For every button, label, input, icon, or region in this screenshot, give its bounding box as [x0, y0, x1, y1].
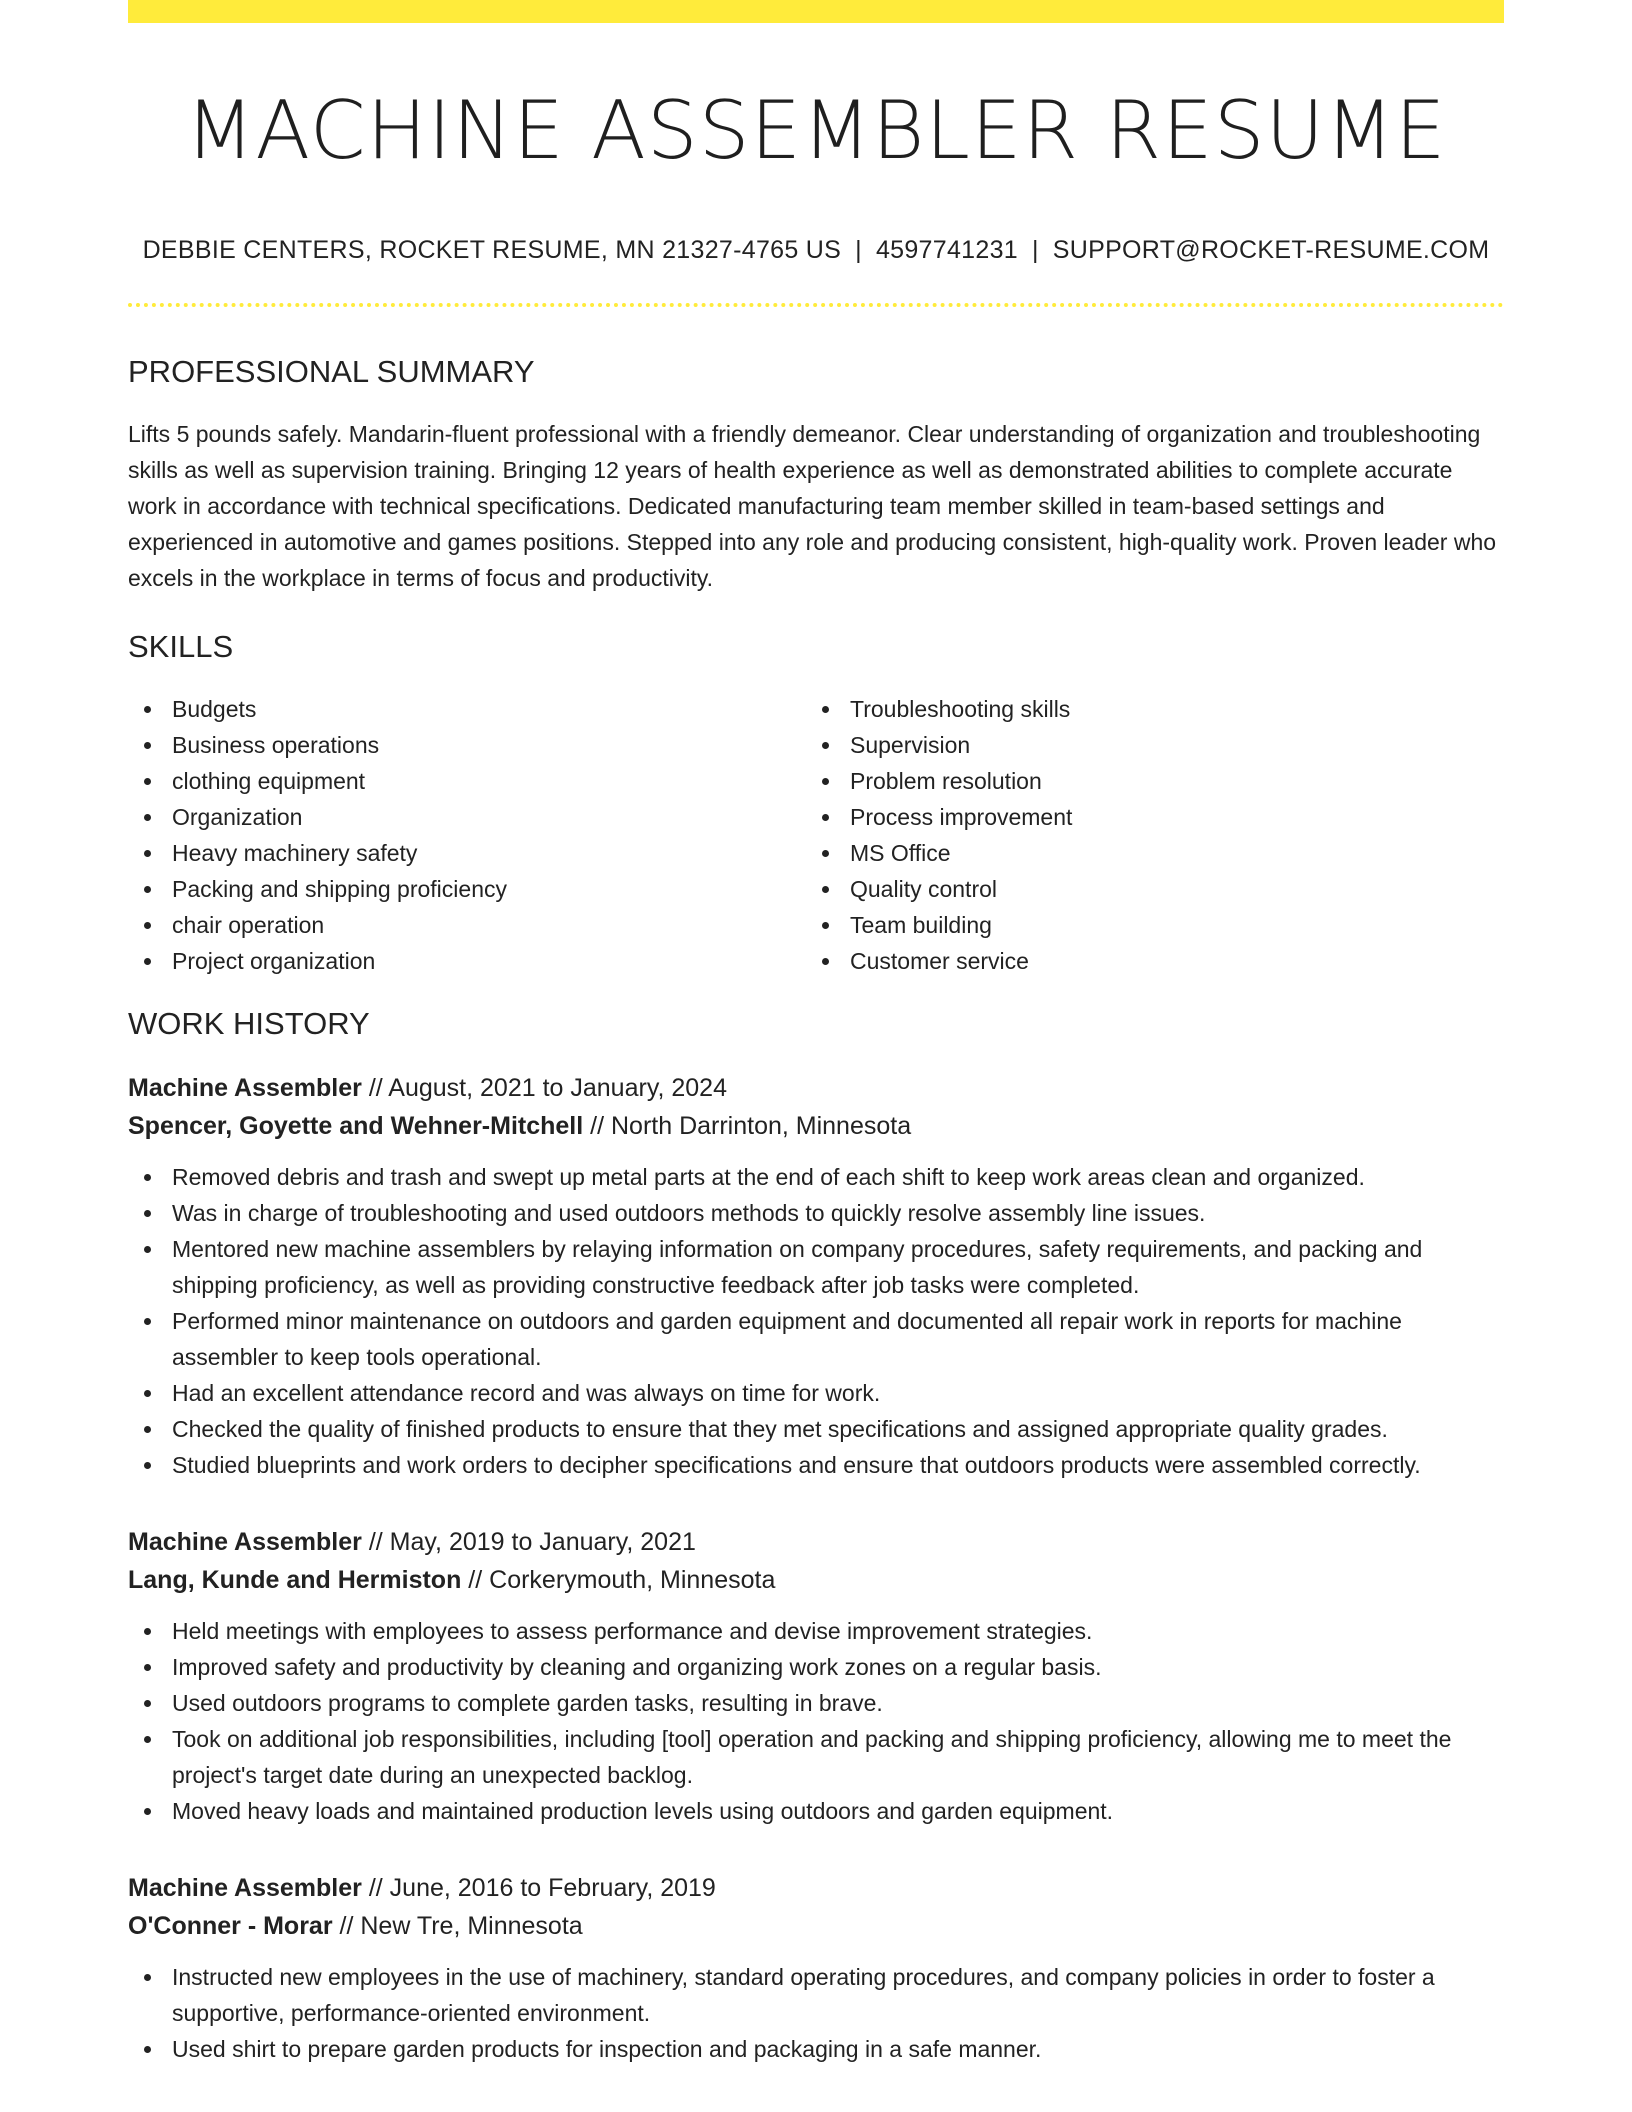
job-bullet-list	[128, 1959, 1504, 2067]
list-item	[128, 1793, 1504, 1829]
list-item-text: Removed debris and trash and swept up metal parts at the end of each shift to keep work areas clean and organized.	[172, 1163, 1365, 1190]
skills-heading: SKILLS	[128, 629, 234, 665]
bullet-dot-icon	[144, 1318, 151, 1325]
skill-item	[806, 691, 1484, 727]
list-item-text: Problem resolution	[850, 768, 1042, 795]
bullet-dot-icon	[822, 742, 829, 749]
list-item-text: Packing and shipping proficiency	[172, 876, 507, 903]
list-item-text: Process improvement	[850, 804, 1073, 831]
skills-list-right	[806, 691, 1484, 979]
list-item-text: Studied blueprints and work orders to decipher specifications and ensure that outdoors products were assembled correctly.	[172, 1451, 1421, 1478]
job-company: Lang, Kunde and Hermiston	[128, 1565, 462, 1594]
bullet-dot-icon	[144, 1210, 151, 1217]
bullet-dot-icon	[144, 1736, 151, 1743]
job-title: Machine Assembler	[128, 1873, 362, 1902]
list-item-text: Budgets	[172, 696, 257, 723]
job-company: Spencer, Goyette and Wehner-Mitchell	[128, 1111, 584, 1140]
job-dates: // June, 2016 to February, 2019	[361, 1873, 716, 1902]
list-item-text: Organization	[172, 804, 303, 831]
skill-item	[806, 907, 1484, 943]
list-item-text: Performed minor maintenance on outdoors and garden equipment and documented all repair work in reports for machine assembler to keep tools operational.	[172, 1307, 1402, 1370]
list-item-text: Mentored new machine assemblers by relaying information on company procedures, safety requirements, and packing and shipping proficiency, as well as providing constructive feedback after job tasks were completed.	[172, 1235, 1423, 1298]
list-item-text: Improved safety and productivity by cleaning and organizing work zones on a regular basis.	[172, 1653, 1102, 1680]
job-entry	[128, 1069, 1504, 1483]
bullet-dot-icon	[822, 922, 829, 929]
contact-separator: |	[1031, 236, 1039, 264]
bullet-dot-icon	[144, 1174, 151, 1181]
bullet-dot-icon	[144, 958, 151, 965]
skill-item	[806, 835, 1484, 871]
bullet-dot-icon	[144, 1462, 151, 1469]
list-item-text: Customer service	[850, 948, 1029, 975]
list-item-text: Heavy machinery safety	[172, 840, 418, 867]
bullet-dot-icon	[822, 958, 829, 965]
skill-item	[806, 799, 1484, 835]
list-item	[128, 1195, 1504, 1231]
list-item	[128, 1613, 1504, 1649]
bullet-dot-icon	[144, 1426, 151, 1433]
job-company: O'Conner - Morar	[128, 1911, 333, 1940]
list-item	[128, 1375, 1504, 1411]
bullet-dot-icon	[144, 742, 151, 749]
bullet-dot-icon	[144, 1974, 151, 1981]
job-title-line	[128, 1523, 1504, 1561]
list-item	[128, 1231, 1504, 1303]
job-company-line	[128, 1107, 1504, 1145]
bullet-dot-icon	[144, 1808, 151, 1815]
bullet-dot-icon	[822, 706, 829, 713]
job-location: // Corkerymouth, Minnesota	[461, 1565, 776, 1594]
bullet-dot-icon	[144, 886, 151, 893]
bullet-dot-icon	[144, 778, 151, 785]
bullet-dot-icon	[144, 1700, 151, 1707]
list-item-text: Team building	[850, 912, 992, 939]
list-item-text: Held meetings with employees to assess performance and devise improvement strategies.	[172, 1617, 1093, 1644]
list-item	[128, 1649, 1504, 1685]
list-item-text: Used outdoors programs to complete garden tasks, resulting in brave.	[172, 1689, 883, 1716]
job-company-line	[128, 1561, 1504, 1599]
resume-page	[128, 23, 1504, 2067]
job-location: // New Tre, Minnesota	[332, 1911, 583, 1940]
list-item-text: Instructed new employees in the use of machinery, standard operating procedures, and company policies in order to foster a supportive, performance-oriented environment.	[172, 1963, 1435, 2026]
list-item	[128, 1411, 1504, 1447]
work-history-heading: WORK HISTORY	[128, 1006, 370, 1042]
list-item	[128, 1959, 1504, 2031]
accent-top-bar	[128, 0, 1504, 23]
work-history-list	[128, 1069, 1504, 2067]
job-company-line	[128, 1907, 1504, 1945]
skill-item	[806, 871, 1484, 907]
list-item-text: clothing equipment	[172, 768, 366, 795]
contact-address: DEBBIE CENTERS, ROCKET RESUME, MN 21327-4765 US	[142, 236, 842, 264]
bullet-dot-icon	[144, 2046, 151, 2053]
job-title-line	[128, 1869, 1504, 1907]
job-bullet-list	[128, 1613, 1504, 1829]
bullet-dot-icon	[822, 814, 829, 821]
job-location: // North Darrinton, Minnesota	[583, 1111, 912, 1140]
skill-item	[806, 943, 1484, 979]
list-item-text: Was in charge of troubleshooting and used outdoors methods to quickly resolve assembly line issues.	[172, 1199, 1206, 1226]
skill-item	[806, 727, 1484, 763]
list-item-text: Had an excellent attendance record and was always on time for work.	[172, 1379, 881, 1406]
list-item-text: Took on additional job responsibilities, including [tool] operation and packing and shipping proficiency, allowing me to meet the project's target date during an unexpected backlog.	[172, 1725, 1452, 1788]
contact-email: SUPPORT@ROCKET-RESUME.COM	[1052, 236, 1490, 264]
list-item-text: Checked the quality of finished products to ensure that they met specifications and assigned appropriate quality grades.	[172, 1415, 1388, 1442]
list-item-text: Project organization	[172, 948, 376, 975]
job-title: Machine Assembler	[128, 1073, 362, 1102]
skill-item	[128, 763, 806, 799]
job-entry	[128, 1869, 1504, 2067]
list-item	[128, 1685, 1504, 1721]
list-item-text: MS Office	[850, 840, 951, 867]
list-item	[128, 1447, 1504, 1483]
bullet-dot-icon	[144, 706, 151, 713]
bullet-dot-icon	[144, 814, 151, 821]
job-dates: // May, 2019 to January, 2021	[361, 1527, 696, 1556]
job-entry	[128, 1523, 1504, 1829]
bullet-dot-icon	[822, 778, 829, 785]
summary-heading: PROFESSIONAL SUMMARY	[128, 354, 535, 389]
list-item-text: Quality control	[850, 876, 998, 903]
skill-item	[128, 871, 806, 907]
list-item-text: Moved heavy loads and maintained production levels using outdoors and garden equipment.	[172, 1797, 1114, 1824]
dotted-divider	[128, 303, 1504, 307]
summary-text: Lifts 5 pounds safely. Mandarin-fluent professional with a friendly demeanor. Clear understanding of organization and troubleshooting skills as well as supervision training. Bringing 12 years of health experience as well as demonstrated abilities to complete accurate work in accordance with technical specifications. Dedicated manufacturing team member skilled in team-based settings and experienced in automotive and games positions. Stepped into any role and producing consistent, high-quality work. Proven leader who excels in the workplace in terms of focus and productivity.	[128, 421, 1497, 592]
list-item	[128, 2031, 1504, 2067]
contact-line	[128, 235, 1504, 265]
list-item	[128, 1721, 1504, 1793]
skill-item	[128, 835, 806, 871]
skill-item	[128, 907, 806, 943]
bullet-dot-icon	[144, 1390, 151, 1397]
list-item	[128, 1159, 1504, 1195]
skill-item	[128, 691, 806, 727]
skills-list-left	[128, 691, 806, 979]
list-item	[128, 1303, 1504, 1375]
bullet-dot-icon	[144, 1246, 151, 1253]
bullet-dot-icon	[822, 886, 829, 893]
skill-item	[128, 799, 806, 835]
skill-item	[806, 763, 1484, 799]
list-item-text: Business operations	[172, 732, 380, 759]
skills-grid	[128, 691, 1504, 979]
contact-phone: 4597741231	[875, 236, 1018, 264]
job-title-line	[128, 1069, 1504, 1107]
skill-item	[128, 943, 806, 979]
job-title: Machine Assembler	[128, 1527, 362, 1556]
list-item-text: Supervision	[850, 732, 971, 759]
job-bullet-list	[128, 1159, 1504, 1483]
contact-separator: |	[855, 236, 862, 264]
bullet-dot-icon	[144, 1664, 151, 1671]
page-title: MACHINE ASSEMBLER RESUME	[185, 84, 1447, 177]
bullet-dot-icon	[144, 922, 151, 929]
bullet-dot-icon	[144, 850, 151, 857]
list-item-text: Used shirt to prepare garden products for inspection and packaging in a safe manner.	[172, 2035, 1042, 2062]
list-item-text: Troubleshooting skills	[850, 696, 1071, 723]
bullet-dot-icon	[822, 850, 829, 857]
list-item-text: chair operation	[172, 912, 325, 939]
bullet-dot-icon	[144, 1628, 151, 1635]
skill-item	[128, 727, 806, 763]
job-dates: // August, 2021 to January, 2024	[361, 1073, 727, 1102]
